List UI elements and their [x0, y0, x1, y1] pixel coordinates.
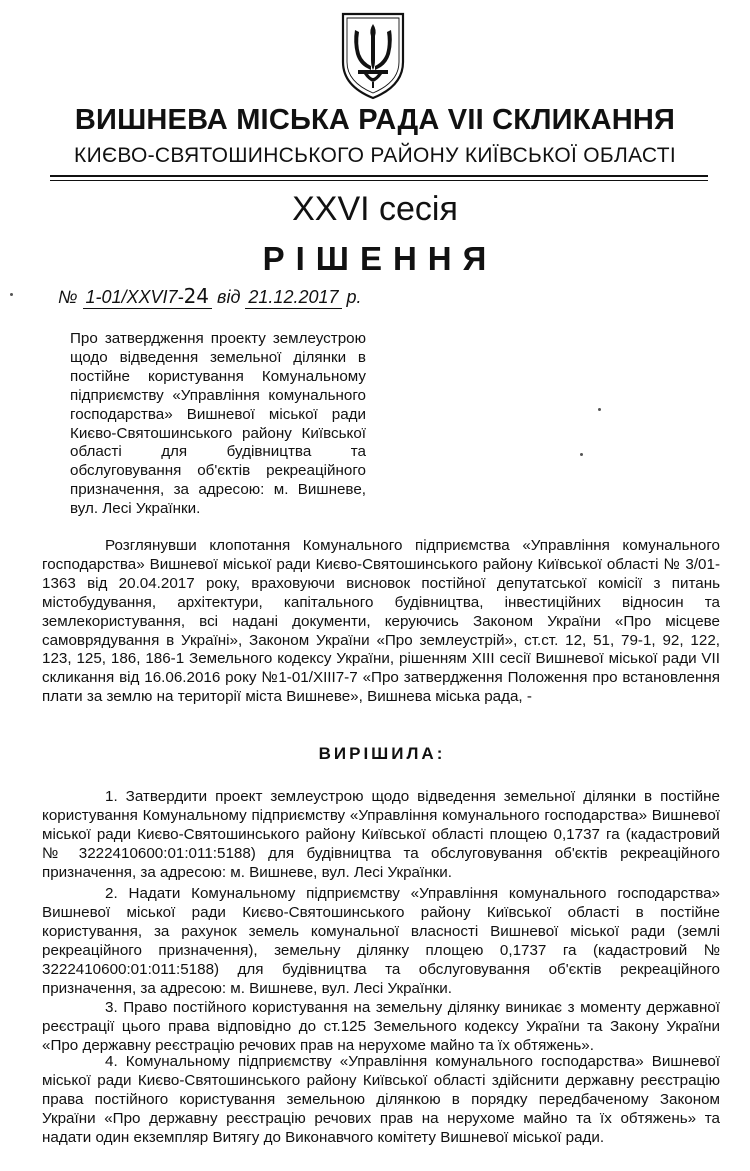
trident-coat-of-arms-icon [338, 10, 408, 102]
decision-subject: Про затвердження проекту землеустрою щодо відведення земельної ділянки в постійне користування Комунальному підприємству «Управління комунального господарства» Вишневої міської ради Києво-Святошинського району Київської області для будівництва та обслуговування об'єктів рекреаційного призначення, за адресою: м. Вишневе, вул. Лесі Українки. [70, 330, 366, 518]
year-suffix: р. [346, 287, 362, 307]
resolved-heading: ВИРІШИЛА: [318, 744, 446, 763]
header-rule-thick [50, 175, 708, 177]
council-name: ВИШНЕВА МІСЬКА РАДА VII СКЛИКАННЯ [74, 104, 676, 136]
decision-number-field [83, 284, 213, 309]
district-name: КИЄВО-СВЯТОШИНСЬКОГО РАЙОНУ КИЇВСЬКОЇ ОБЛАСТІ [74, 144, 676, 167]
scan-speck [598, 408, 601, 411]
decision-number: 1-01/XXVI7- [85, 287, 184, 307]
session-label: XXVI сесія [292, 190, 458, 228]
date-label: від [217, 287, 241, 307]
document-type-title: РІШЕННЯ [262, 240, 498, 277]
handwritten-number: 24 [183, 284, 210, 308]
preamble-paragraph: Розглянувши клопотання Комунального підприємства «Управління комунального господарства» Вишневої міської ради Києво-Святошинського району Київської області № 3/01-1363 від 20.04.2017 року, враховуючи висновок постійної депутатської комісії з питань містобудування, архітектури, капітального будівництва, інвестиційних відносин та землекористування, всі надані документи, керуючись Законом України «Про місцеве самоврядування в Україні», Законом України «Про землеустрій», ст.ст. 12, 51, 79-1, 92, 122, 123, 125, 186, 186-1 Земельного кодексу України, рішенням XIII сесії Вишневої міської ради VII скликання від 16.06.2016 року №1-01/XIII7-7 «Про затвердження Положення про встановлення плати за землю на території міста Вишневе», Вишнева міська рада, - [42, 537, 720, 706]
resolution-item-4: 4. Комунальному підприємству «Управління комунального господарства» Вишневої міської ради Києво-Святошинського району Київської області здійснити державну реєстрацію права постійного користування земельною ділянкою в порядку передбаченому Законом України «Про державну реєстрацію речових прав на нерухоме майно та їх обтяжень» та надати один екземпляр Витягу до Виконавчого комітету Вишневої міської ради. [42, 1053, 720, 1146]
scan-speck [580, 453, 583, 456]
header-rule-thin [50, 180, 708, 181]
resolution-item-3: 3. Право постійного користування на земельну ділянку виникає з моменту державної реєстрації цього права відповідно до ст.125 Земельного кодексу України та Закону України «Про державну реєстрацію речових прав на нерухоме майно та їх обтяжень». [42, 999, 720, 1054]
resolution-item-2: 2. Надати Комунальному підприємству «Управління комунального господарства» Вишневої міської ради Києво-Святошинського району Київської області в постійне користування, за рахунок земель комунальної власності Вишневої міської ради (землі рекреаційного призначення), земельну ділянку площею 0,1737 га (кадастровий № 3222410600:01:011:5188) для будівництва та обслуговування об'єктів рекреаційного призначення, за адресою: м. Вишневе, вул. Лесі Українки. [42, 885, 720, 997]
decision-date: 21.12.2017 [245, 287, 341, 309]
resolution-item-1: 1. Затвердити проект землеустрою щодо відведення земельної ділянки в постійне користування Комунальному підприємству «Управління комунального господарства» Вишневої міської ради Києво-Святошинського району Київської області площею 0,1737 га (кадастровий № 3222410600:01:011:5188) для будівництва та обслуговування об'єктів рекреаційного призначення, за адресою: м. Вишневе, вул. Лесі Українки. [42, 788, 720, 881]
decision-number-line [58, 284, 362, 309]
number-label: № [58, 287, 78, 307]
scan-speck [10, 293, 13, 296]
